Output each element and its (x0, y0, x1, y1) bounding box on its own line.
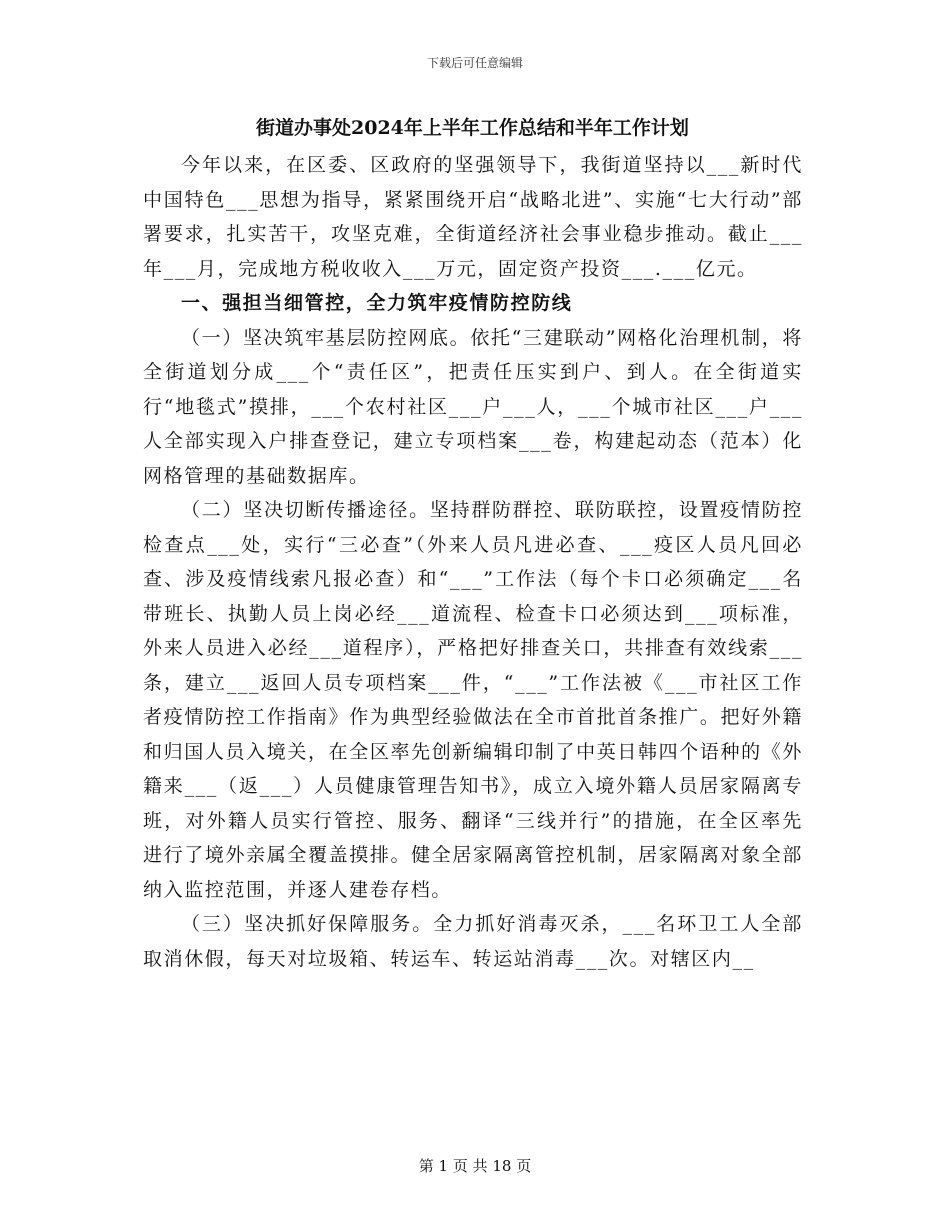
intro-paragraph: 今年以来，在区委、区政府的坚强领导下，我街道坚持以___新时代中国特色___思想为指导，紧紧围绕开启“战略北进”、实施“七大行动”部署要求，扎实苦干，攻坚克难，全街道经济社会事业稳步推动。截止___年___月，完成地方税收收入___万元，固定资产投资___.___亿元。 (143, 154, 803, 280)
section-heading: 一、强担当细管控，全力筑牢疫情防控防线 (181, 292, 573, 314)
document-title: 街道办事处2024年上半年工作总结和半年工作计划 (256, 117, 689, 139)
header-note: 下载后可任意编辑 (426, 56, 523, 70)
paragraph-support-services: （三）坚决抓好保障服务。全力抓好消毒灭杀，___名环卫工人全部取消休假，每天对垃圾箱、转运车、转运站消毒___次。对辖区内__ (143, 913, 803, 970)
paragraph-transmission-control: （二）坚决切断传播途径。坚持群防群控、联防联控，设置疫情防控检查点___处，实行“三必查”（外来人员凡进必查、___疫区人员凡回必查、涉及疫情线索凡报必查）和“___”工作法（每个卡口必须确定___名带班长、执勤人员上岗必经___道流程、检查卡口必须达到___项标准，外来人员进入必经___道程序），严格把好排查关口，共排查有效线索___条，建立___返回人员专项档案___件，“___”工作法被《___市社区工作者疫情防控工作指南》作为典型经验做法在全市首批首条推广。把好外籍和归国人员入境关，在全区率先创新编辑印制了中英日韩四个语种的《外籍来___（返___）人员健康管理告知书》，成立入境外籍人员居家隔离专班，对外籍人员实行管控、服务、翻译“三线并行”的措施，在全区率先进行了境外亲属全覆盖摸排。健全居家隔离管控机制，居家隔离对象全部纳入监控范围，并逐人建卷存档。 (143, 499, 803, 901)
paragraph-grid-management: （一）坚决筑牢基层防控网底。依托“三建联动”网格化治理机制，将全街道划分成___个“责任区”，把责任压实到户、到人。在全街道实行“地毯式”摸排，___个农村社区___户___人，___个城市社区___户___人全部实现入户排查登记，建立专项档案___卷，构建起动态（范本）化网格管理的基础数据库。 (143, 326, 803, 487)
page-footer: 第 1 页 共 18 页 (418, 1157, 532, 1175)
document-body (143, 108, 803, 976)
